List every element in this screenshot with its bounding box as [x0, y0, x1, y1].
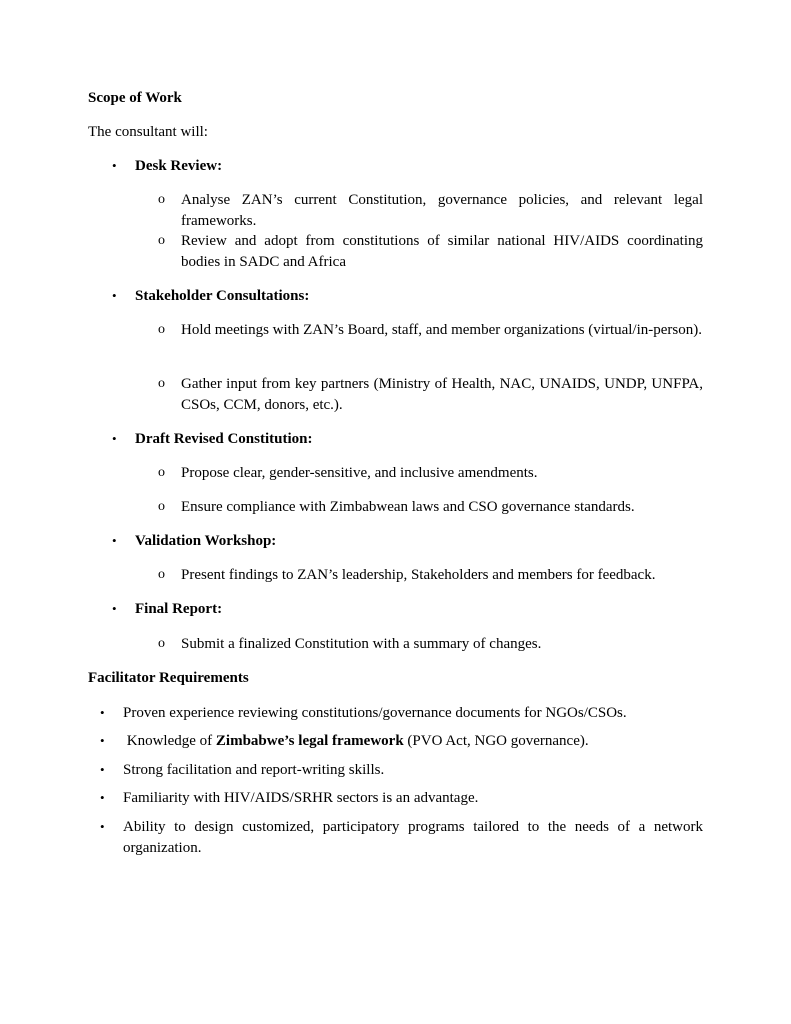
section-title-final-report [112, 599, 223, 620]
circle-bullet-icon: o [158, 322, 165, 337]
circle-bullet-icon: o [158, 636, 165, 651]
circle-bullet-icon: o [158, 499, 165, 514]
list-item [158, 565, 703, 586]
section-title-text: Validation Workshop: [135, 533, 277, 549]
list-item [158, 374, 703, 415]
bullet-icon: • [100, 705, 105, 720]
circle-bullet-icon: o [158, 465, 165, 480]
list-item-text: Gather input from key partners (Ministry of Health, NAC, UNAIDS, UNDP, UNFPA, CSOs, CCM, donors, etc.). [181, 376, 703, 413]
requirement-item [100, 760, 703, 781]
section-title-desk-review [112, 156, 223, 177]
section-title-text: Final Report: [135, 601, 223, 617]
requirement-item [100, 731, 703, 752]
circle-bullet-icon: o [158, 233, 165, 248]
scope-intro: The consultant will: [88, 124, 208, 140]
bullet-icon: • [112, 533, 117, 548]
list-item-text: Review and adopt from constitutions of similar national HIV/AIDS coordinating bodies in SADC and Africa [181, 233, 703, 270]
requirement-text-post: (PVO Act, NGO governance). [403, 733, 589, 749]
bullet-icon: • [100, 790, 105, 805]
requirement-text-pre: Knowledge of [123, 733, 216, 749]
facilitator-heading: Facilitator Requirements [88, 670, 249, 686]
requirement-item [100, 817, 703, 858]
requirement-text: Strong facilitation and report-writing skills. [123, 762, 385, 778]
requirement-text: Familiarity with HIV/AIDS/SRHR sectors is an advantage. [123, 790, 479, 806]
section-title-text: Draft Revised Constitution: [135, 431, 313, 447]
circle-bullet-icon: o [158, 376, 165, 391]
requirement-item [100, 703, 703, 724]
list-item-text: Submit a finalized Constitution with a summary of changes. [181, 636, 542, 652]
circle-bullet-icon: o [158, 192, 165, 207]
bullet-icon: • [100, 733, 105, 748]
bullet-icon: • [112, 431, 117, 446]
section-title-validation-workshop [112, 531, 277, 552]
list-item-text: Present findings to ZAN’s leadership, Stakeholders and members for feedback. [181, 567, 656, 583]
section-title-text: Stakeholder Consultations: [135, 288, 310, 304]
section-title-text: Desk Review: [135, 158, 223, 174]
list-item [158, 497, 703, 518]
list-item [158, 320, 703, 341]
list-item [158, 634, 703, 655]
requirement-text-bold: Zimbabwe’s legal framework [215, 733, 404, 749]
list-item [158, 190, 703, 231]
list-item-text: Propose clear, gender-sensitive, and inclusive amendments. [181, 465, 538, 481]
list-item [158, 231, 703, 272]
section-title-stakeholder-consultations [112, 286, 310, 307]
bullet-icon: • [100, 762, 105, 777]
scope-heading: Scope of Work [88, 90, 182, 106]
list-item [158, 463, 703, 484]
bullet-icon: • [112, 288, 117, 303]
list-item-text: Ensure compliance with Zimbabwean laws and CSO governance standards. [181, 499, 635, 515]
section-title-draft-revised-constitution [112, 429, 313, 450]
requirement-text: Proven experience reviewing constitutions/governance documents for NGOs/CSOs. [123, 705, 627, 721]
bullet-icon: • [112, 601, 117, 616]
requirement-text: Ability to design customized, participatory programs tailored to the needs of a network organization. [123, 819, 703, 856]
bullet-icon: • [100, 819, 105, 834]
requirement-item [100, 788, 703, 809]
list-item-text: Analyse ZAN’s current Constitution, governance policies, and relevant legal frameworks. [181, 192, 703, 229]
circle-bullet-icon: o [158, 567, 165, 582]
bullet-icon: • [112, 158, 117, 173]
list-item-text: Hold meetings with ZAN’s Board, staff, and member organizations (virtual/in-person). [181, 322, 703, 338]
